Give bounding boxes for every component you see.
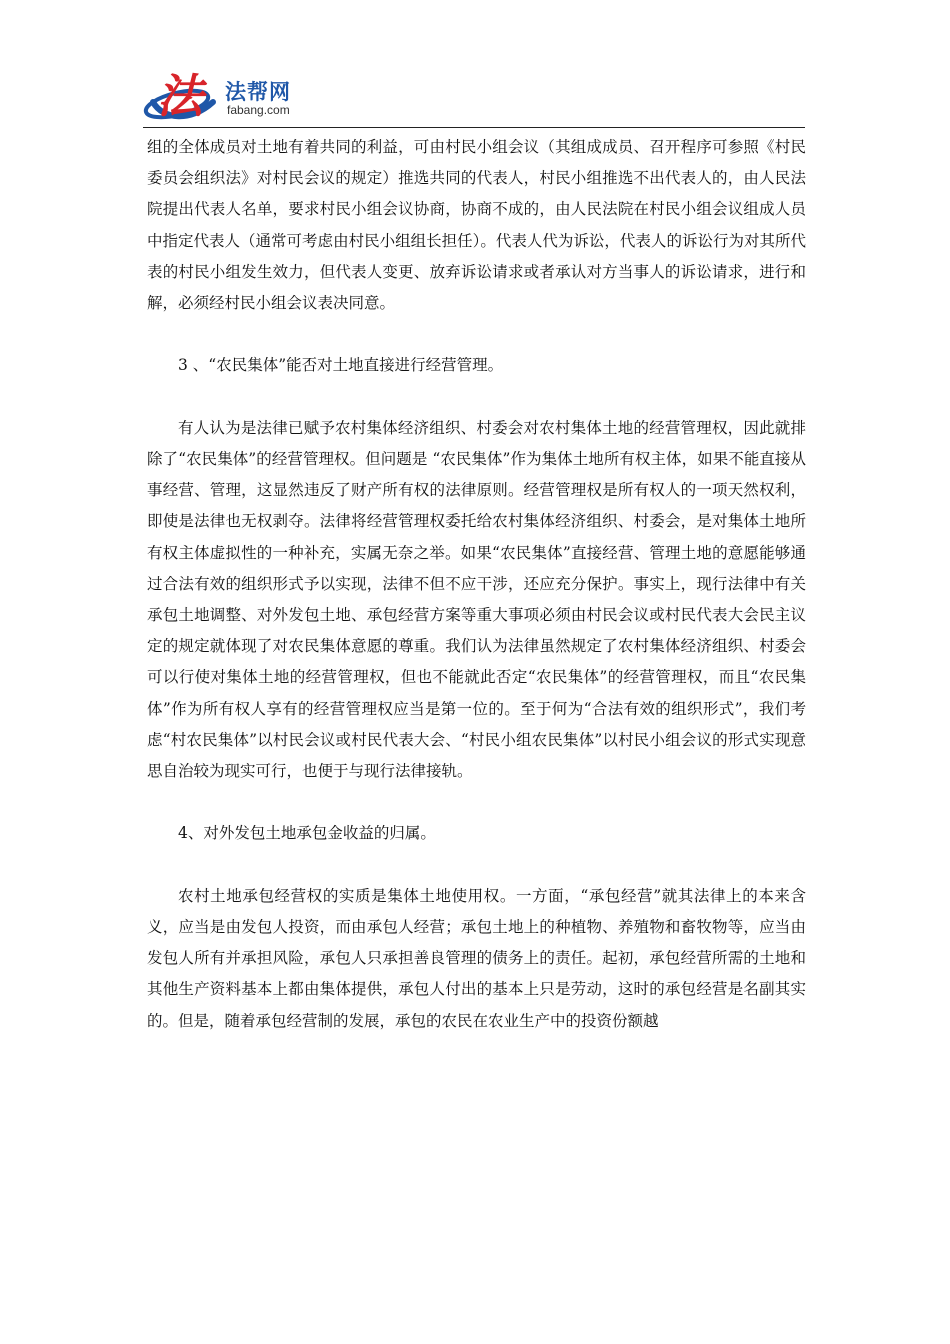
paragraph-gap xyxy=(147,382,806,413)
paragraph-gap xyxy=(147,850,806,881)
header-divider xyxy=(143,127,805,128)
paragraph-gap xyxy=(147,787,806,818)
svg-text:法: 法 xyxy=(157,69,203,123)
site-header xyxy=(143,62,813,128)
paragraph-continued: 组的全体成员对土地有着共同的利益，可由村民小组会议（其组成成员、召开程序可参照《村民委员会组织法》对村民会议的规定）推选共同的代表人，村民小组推选不出代表人的，由人民法院提出代表人名单，要求村民小组会议协商，协商不成的，由人民法院在村民小组会议组成人员中指定代表人（通常可考虑由村民小组组长担任）。代表人代为诉讼，代表人的诉讼行为对其所代表的村民小组发生效力，但代表人变更、放弃诉讼请求或者承认对方当事人的诉讼请求，进行和解，必须经村民小组会议表决同意。 xyxy=(147,138,806,313)
site-domain: fabang.com xyxy=(227,103,290,117)
site-name: 法帮网 xyxy=(225,80,291,104)
paragraph-contract-income: 农村土地承包经营权的实质是集体土地使用权。一方面，“承包经营”就其法律上的本来含义，应当是由发包人投资，而由承包人经营；承包土地上的种植物、养殖物和畜牧物等，应当由发包人所有并承担风险，承包人只承担善良管理的债务上的责任。起初，承包经营所需的土地和其他生产资料基本上都由集体提供，承包人付出的基本上只是劳动，这时的承包经营是名副其实的。但是，随着承包经营制的发展，承包的农民在农业生产中的投资份额越 xyxy=(147,886,806,1030)
fabang-logo-icon xyxy=(143,62,225,126)
paragraph-management-rights: 有人认为是法律已赋予农村集体经济组织、村委会对农村集体土地的经营管理权，因此就排除了“农民集体”的经营管理权。但问题是 “农民集体”作为集体土地所有权主体，如果不能直接从事经营、管理，这显然违反了财产所有权的法律原则。经营管理权是所有权人的一项天然权利，即使是法律也无权剥夺。法律将经营管理权委托给农村集体经济组织、村委会，是对集体土地所有权主体虚拟性的一种补充，实属无奈之举。如果“农民集体”直接经营、管理土地的意愿能够通过合法有效的组织形式予以实现，法律不但不应干涉，还应充分保护。事实上，现行法律中有关承包土地调整、对外发包土地、承包经营方案等重大事项必须由村民会议或村民代表大会民主议定的规定就体现了对农民集体意愿的尊重。我们认为法律虽然规定了农村集体经济组织、村委会可以行使对集体土地的经营管理权，但也不能就此否定“农民集体”的经营管理权，而且“农民集体”作为所有权人享有的经营管理权应当是第一位的。至于何为“合法有效的组织形式”，我们考虑“村农民集体”以村民会议或村民代表大会、“村民小组农民集体”以村民小组会议的形式实现意思自治较为现实可行，也便于与现行法律接轨。 xyxy=(147,418,806,781)
paragraph-gap xyxy=(147,319,806,350)
section-heading-3: 3 、“农民集体”能否对土地直接进行经营管理。 xyxy=(178,356,504,375)
section-heading-4: 4、对外发包土地承包金收益的归属。 xyxy=(178,824,436,843)
document-body xyxy=(147,132,806,1037)
